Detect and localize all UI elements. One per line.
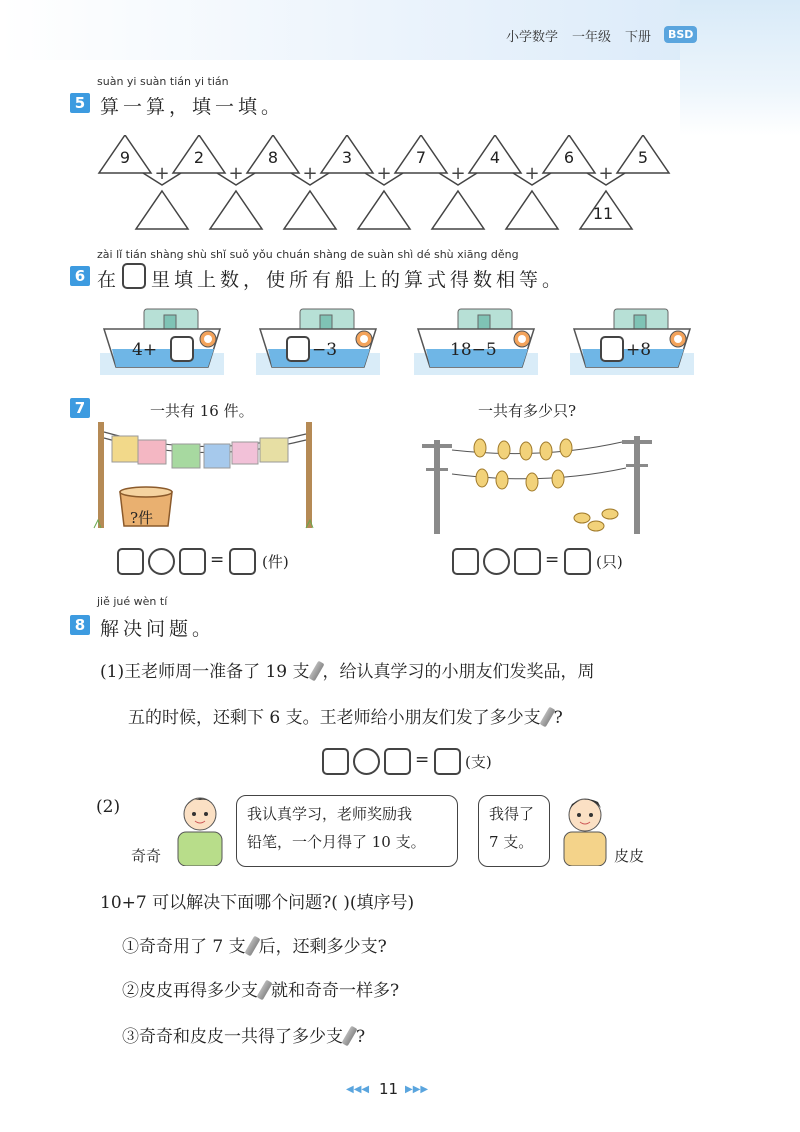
q7-left-unit: (件) xyxy=(262,553,289,571)
header-subject: 小学数学 xyxy=(506,30,559,45)
header-badge: BSD xyxy=(664,26,697,43)
q5-title: 算一算，填一填。 xyxy=(100,96,285,118)
q7-left-caption: 一共有 16 件。 xyxy=(150,402,254,420)
operator-circle xyxy=(353,748,380,775)
plus-sign: + xyxy=(524,163,540,184)
equals-sign: = xyxy=(210,550,225,570)
basket-label: ?件 xyxy=(130,509,154,527)
q8-p2-question: 10+7 可以解决下面哪个问题?( )(填序号) xyxy=(100,893,415,913)
header-grade: 一年级 xyxy=(572,30,612,45)
page-number: 11 xyxy=(379,1080,399,1098)
q5-given-sum: 11 xyxy=(592,204,614,223)
plus-sign: + xyxy=(376,163,392,184)
boat-illustration xyxy=(570,303,694,375)
q8-p1-text-b: ，给认真学习的小朋友们发奖品，周 xyxy=(322,662,595,682)
top-triangle-number: 2 xyxy=(193,148,205,167)
top-triangle-number: 4 xyxy=(489,148,501,167)
answer-box xyxy=(434,748,461,775)
pipi-name: 皮皮 xyxy=(614,847,645,865)
top-triangle-number: 9 xyxy=(119,148,131,167)
q8-title: 解决问题。 xyxy=(100,618,216,640)
answer-box xyxy=(322,748,349,775)
q8-p1-text-a: (1)王老师周一准备了 19 支 xyxy=(100,662,310,682)
q8-p1-text-d: ? xyxy=(553,708,563,728)
answer-box xyxy=(117,548,144,575)
bottom-triangle xyxy=(506,191,558,229)
answer-box xyxy=(286,336,310,362)
answer-box xyxy=(600,336,624,362)
top-triangle-number: 5 xyxy=(637,148,649,167)
clothesline-illustration xyxy=(92,420,332,532)
answer-box xyxy=(452,548,479,575)
boat-expression: +8 xyxy=(626,340,652,360)
q8-p1-line1 xyxy=(100,657,595,682)
opt1-text-a: ①奇奇用了 7 支 xyxy=(122,937,246,957)
top-triangle-number: 6 xyxy=(563,148,575,167)
answer-box xyxy=(384,748,411,775)
q8-p2-label: (2) xyxy=(96,797,121,817)
footer-left-arrows: ◀◀◀ xyxy=(346,1084,370,1095)
bubble-left-line1: 我认真学习，老师奖励我 xyxy=(247,805,413,823)
q5-pinyin: suàn yi suàn tián yi tián xyxy=(97,75,229,88)
answer-box xyxy=(170,336,194,362)
opt3-text-b: ? xyxy=(356,1027,366,1047)
opt2-text-a: ②皮皮再得多少支 xyxy=(122,981,258,1001)
q8-p1-text-c: 五的时候，还剩下 6 支。王老师给小朋友们发了多少支 xyxy=(128,708,541,728)
answer-box xyxy=(179,548,206,575)
plus-sign: + xyxy=(450,163,466,184)
boat-expression: −3 xyxy=(312,340,338,360)
opt2-text-b: 就和奇奇一样多? xyxy=(271,981,400,1001)
plus-sign: + xyxy=(598,163,614,184)
q8-option-2 xyxy=(122,976,399,1001)
answer-box xyxy=(229,548,256,575)
q5-number: 5 xyxy=(70,93,90,113)
header-decoration xyxy=(680,0,800,1132)
birds-illustration xyxy=(422,430,672,534)
bubble-right-line1: 我得了 xyxy=(489,805,535,823)
plus-sign: + xyxy=(228,163,244,184)
boat-expression: 18−5 xyxy=(450,340,497,360)
boat-illustration xyxy=(414,303,538,375)
bottom-triangle xyxy=(358,191,410,229)
boat-expression: 4+ xyxy=(132,340,158,360)
q6-title-pre: 在 xyxy=(97,269,121,291)
top-triangle-number: 8 xyxy=(267,148,279,167)
equals-sign: = xyxy=(545,550,560,570)
bottom-triangle xyxy=(284,191,336,229)
operator-circle xyxy=(148,548,175,575)
bottom-triangle xyxy=(432,191,484,229)
bottom-triangle xyxy=(210,191,262,229)
plus-sign: + xyxy=(302,163,318,184)
q6-title-box xyxy=(122,263,146,289)
q8-p1-unit: (支) xyxy=(465,753,492,771)
operator-circle xyxy=(483,548,510,575)
speech-bubble-pipi xyxy=(478,795,550,867)
q7-number: 7 xyxy=(70,398,90,418)
speech-bubble-qiqi xyxy=(236,795,458,867)
answer-box xyxy=(514,548,541,575)
header-volume: 下册 xyxy=(625,30,652,45)
q8-option-3 xyxy=(122,1022,365,1047)
q6-title-post: 里填上数，使所有船上的算式得数相等。 xyxy=(151,269,566,291)
pipi-character xyxy=(556,792,614,866)
q8-option-1 xyxy=(122,932,387,957)
q7-right-caption: 一共有多少只? xyxy=(478,402,577,420)
plus-sign: + xyxy=(154,163,170,184)
opt3-text-a: ③奇奇和皮皮一共得了多少支 xyxy=(122,1027,343,1047)
footer-right-arrows: ▶▶▶ xyxy=(405,1084,429,1095)
top-triangle-number: 3 xyxy=(341,148,353,167)
top-triangle-number: 7 xyxy=(415,148,427,167)
boat-illustration xyxy=(256,303,380,375)
bottom-triangle xyxy=(136,191,188,229)
q8-p1-line2 xyxy=(128,703,563,728)
bubble-right-line2: 7 支。 xyxy=(489,833,534,851)
q7-right-unit: (只) xyxy=(596,553,623,571)
q8-number: 8 xyxy=(70,615,90,635)
q6-number: 6 xyxy=(70,266,90,286)
answer-box xyxy=(564,548,591,575)
q8-pinyin: jiě jué wèn tí xyxy=(97,595,168,608)
qiqi-character xyxy=(168,790,232,866)
equals-sign: = xyxy=(415,750,430,770)
qiqi-name: 奇奇 xyxy=(131,847,162,865)
q6-pinyin: zài lǐ tián shàng shù shǐ suǒ yǒu chuán shàng de suàn shì dé shù xiāng děng xyxy=(97,248,519,261)
bubble-left-line2: 铅笔，一个月得了 10 支。 xyxy=(247,833,426,851)
opt1-text-b: 后，还剩多少支? xyxy=(258,937,387,957)
boat-illustration xyxy=(100,303,224,375)
